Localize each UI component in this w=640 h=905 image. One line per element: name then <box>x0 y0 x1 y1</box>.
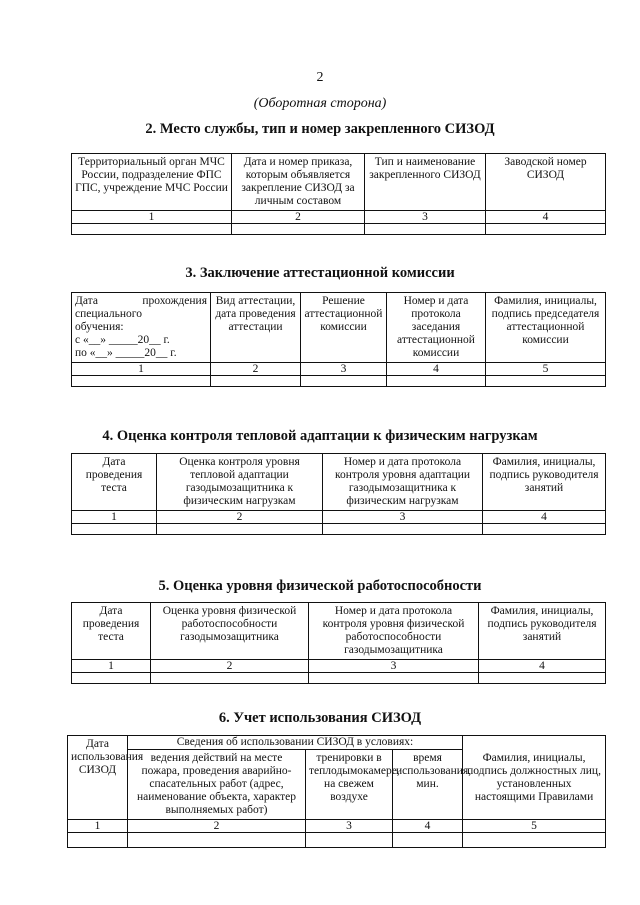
section-2-title: 2. Место службы, тип и номер закрепленного СИЗОД <box>145 121 495 137</box>
column-number: 1 <box>68 820 128 833</box>
column-number-row <box>68 820 606 833</box>
table-header-row <box>72 454 606 511</box>
table-header-row <box>72 293 606 363</box>
header-cell: Номер и дата протокола заседания аттестационной комиссии <box>387 293 486 363</box>
column-number: 4 <box>479 660 606 673</box>
section-3-title: 3. Заключение аттестационной комиссии <box>185 265 455 281</box>
column-number-row <box>72 211 606 224</box>
column-number: 1 <box>72 511 157 524</box>
page-number: 2 <box>316 70 324 85</box>
page-subtitle: (Оборотная сторона) <box>253 96 387 111</box>
section-2-table <box>71 153 606 235</box>
column-number: 2 <box>211 363 301 376</box>
header-text: обучения: <box>75 321 124 333</box>
empty-row <box>72 224 606 235</box>
column-number-row <box>72 511 606 524</box>
header-text: прохождения <box>142 295 207 307</box>
section-3-table <box>71 292 606 387</box>
column-number: 3 <box>306 820 393 833</box>
column-number: 2 <box>232 211 365 224</box>
header-cell: Тип и наименование закрепленного СИЗОД <box>365 154 486 211</box>
column-number: 4 <box>486 211 606 224</box>
header-cell: Дата использования СИЗОД <box>68 736 128 820</box>
column-number: 2 <box>157 511 323 524</box>
column-number-row <box>72 660 606 673</box>
column-number: 1 <box>72 363 211 376</box>
header-cell: Фамилия, инициалы, подпись руководителя занятий <box>483 454 606 511</box>
date-from: с «__» _____20__ г. <box>75 334 170 346</box>
header-cell: Дата проведения теста <box>72 454 157 511</box>
section-4-title: 4. Оценка контроля тепловой адаптации к физическим нагрузкам <box>102 428 538 444</box>
section-4-table <box>71 453 606 535</box>
date-to: по «__» _____20__ г. <box>75 347 177 359</box>
header-cell: Дата и номер приказа, которым объявляется закрепление СИЗОД за личным составом <box>232 154 365 211</box>
sub-header-cell: время использования, мин. <box>393 750 463 820</box>
column-number: 2 <box>151 660 309 673</box>
training-date-cell <box>72 293 211 363</box>
column-number: 1 <box>72 211 232 224</box>
header-cell: Оценка уровня физической работоспособности газодымозащитника <box>151 603 309 660</box>
column-number: 3 <box>301 363 387 376</box>
table-header-row <box>72 154 606 211</box>
header-cell: Вид аттестации, дата проведения аттестации <box>211 293 301 363</box>
group-header-cell: Сведения об использовании СИЗОД в условиях: <box>128 736 463 750</box>
column-number: 4 <box>393 820 463 833</box>
column-number: 4 <box>483 511 606 524</box>
empty-row <box>72 673 606 684</box>
empty-row <box>68 833 606 848</box>
header-text: специального <box>75 308 142 320</box>
column-number-row <box>72 363 606 376</box>
column-number: 4 <box>387 363 486 376</box>
table-header-row <box>72 603 606 660</box>
column-number: 1 <box>72 660 151 673</box>
empty-row <box>72 376 606 387</box>
header-cell: Номер и дата протокола контроля уровня адаптации газодымозащитника к физическим нагрузкам <box>323 454 483 511</box>
header-cell: Территориальный орган МЧС России, подразделение ФПС ГПС, учреждение МЧС России <box>72 154 232 211</box>
column-number: 3 <box>309 660 479 673</box>
header-cell: Заводской номер СИЗОД <box>486 154 606 211</box>
column-number: 3 <box>365 211 486 224</box>
column-number: 2 <box>128 820 306 833</box>
header-cell: Фамилия, инициалы, подпись председателя аттестационной комиссии <box>486 293 606 363</box>
sub-header-cell: тренировки в теплодымокамере, на свежем воздухе <box>306 750 393 820</box>
column-number: 5 <box>486 363 606 376</box>
column-number: 3 <box>323 511 483 524</box>
header-cell: Фамилия, инициалы, подпись руководителя занятий <box>479 603 606 660</box>
header-cell: Оценка контроля уровня тепловой адаптации газодымозащитника к физическим нагрузкам <box>157 454 323 511</box>
sub-header-cell: ведения действий на месте пожара, проведения аварийно-спасательных работ (адрес, наименование объекта, характер выполняемых работ) <box>128 750 306 820</box>
section-6-title: 6. Учет использования СИЗОД <box>218 710 422 726</box>
section-5-table <box>71 602 606 684</box>
empty-row <box>72 524 606 535</box>
table-header-row <box>68 736 606 750</box>
header-text: Дата <box>75 295 98 307</box>
section-5-title: 5. Оценка уровня физической работоспособности <box>158 578 482 594</box>
header-cell: Решение аттестационной комиссии <box>301 293 387 363</box>
column-number: 5 <box>463 820 606 833</box>
header-cell: Фамилия, инициалы, подпись должностных лиц, установленных настоящими Правилами <box>463 736 606 820</box>
section-6-table <box>67 735 606 848</box>
header-cell: Номер и дата протокола контроля уровня физической работоспособности газодымозащитника <box>309 603 479 660</box>
header-cell: Дата проведения теста <box>72 603 151 660</box>
